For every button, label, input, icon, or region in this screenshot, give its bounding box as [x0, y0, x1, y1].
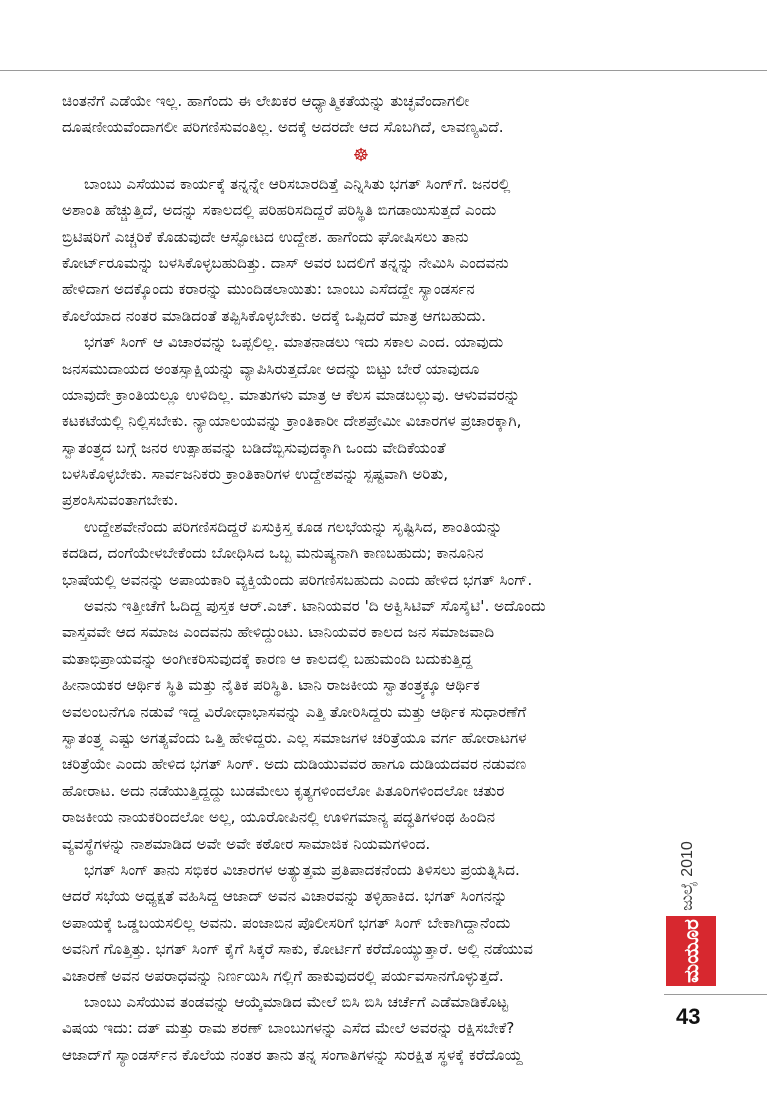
- text-line: ಹೀನಾಯಕರ ಆರ್ಥಿಕ ಸ್ಥಿತಿ ಮತ್ತು ನೈತಿಕ ಪರಿಸ್ಥಿತಿ. ಟಾನಿ ರಾಜಕೀಯ ಸ್ವಾತಂತ್ರ್ಯಕ್ಕೂ ಆರ್ಥಿಕ: [62, 676, 480, 695]
- text-line: ಬ್ರಿಟಿಷರಿಗೆ ಎಚ್ಚರಿಕೆ ಕೊಡುವುದೇ ಆಸ್ಫೋಟದ ಉದ್ದೇಶ. ಹಾಗೆಂದು ಘೋಷಿಸಲು ತಾನು: [62, 227, 469, 246]
- text-line: ಪ್ರಶಂಸಿಸುವಂತಾಗಬೇಕು.: [62, 491, 179, 510]
- article-body: [62, 88, 660, 1068]
- text-line: ವಾಸ್ತವವೇ ಆದ ಸಮಾಜ ಎಂದವನು ಹೇಳಿದ್ದುಂಟು. ಟಾನಿಯವರ ಕಾಲದ ಜನ ಸಮಾಜವಾದಿ: [62, 623, 495, 642]
- text-line: ಭಾಷೆಯಲ್ಲಿ ಅವನನ್ನು ಅಪಾಯಕಾರಿ ವ್ಯಕ್ತಿಯೆಂದು ಪರಿಗಣಿಸಬಹುದು ಎಂದು ಹೇಳಿದ ಭಗತ್ ಸಿಂಗ್.: [62, 570, 533, 589]
- text-line: ಕೋರ್ಟ್‌ರೂಮನ್ನು ಬಳಸಿಕೊಳ್ಳಬಹುದಿತ್ತು. ದಾಸ್ ಅವರ ಬದಲಿಗೆ ತನ್ನನ್ನು ನೇಮಿಸಿ ಎಂದವನು: [62, 253, 509, 272]
- text-line: ಅವನು ಇತ್ತೀಚೆಗೆ ಓದಿದ್ದ ಪುಸ್ತಕ ಆರ್.ಎಚ್. ಟಾನಿಯವರ 'ದಿ ಅಕ್ವಿಸಿಟಿವ್ ಸೊಸೈಟಿ'. ಅದೊಂದು: [84, 597, 546, 616]
- magazine-logo-text: ಮಯೂರ: [679, 919, 703, 983]
- magazine-logo: [666, 916, 716, 986]
- text-line: ಕಟಕಟೆಯಲ್ಲಿ ನಿಲ್ಲಿಸಬೇಕು. ನ್ಯಾಯಾಲಯವನ್ನು ಕ್ರಾಂತಿಕಾರೀ ದೇಶಪ್ರೇಮೀ ವಿಚಾರಗಳ ಪ್ರಚಾರಕ್ಕಾಗಿ,: [62, 412, 522, 431]
- text-line: ಹೋರಾಟ. ಅದು ನಡೆಯುತ್ತಿದ್ದದ್ದು ಬುಡಮೇಲು ಕೃತ್ಯಗಳಿಂದಲೋ ಪಿತೂರಿಗಳಿಂದಲೋ ಚತುರ: [62, 781, 505, 800]
- text-line: ಸ್ವಾತಂತ್ರ್ಯ ಎಷ್ಟು ಅಗತ್ಯವೆಂದು ಒತ್ತಿ ಹೇಳಿದ್ದರು. ಎಲ್ಲ ಸಮಾಜಗಳ ಚರಿತ್ರೆಯೂ ವರ್ಗ ಹೋರಾಟಗಳ: [62, 728, 527, 747]
- text-line: ಬಳಸಿಕೊಳ್ಳಬೇಕು. ಸಾರ್ವಜನಿಕರು ಕ್ರಾಂತಿಕಾರಿಗಳ ಉದ್ದೇಶವನ್ನು ಸ್ಪಷ್ಟವಾಗಿ ಅರಿತು,: [62, 465, 449, 484]
- text-line: ವಿಚಾರಣೆ ಅವನ ಅಪರಾಧವನ್ನು ನಿರ್ಣಯಿಸಿ ಗಲ್ಲಿಗೆ ಹಾಕುವುದರಲ್ಲಿ ಪರ್ಯವಸಾನಗೊಳ್ಳುತ್ತದೆ.: [62, 966, 504, 985]
- page-number-rule: [664, 994, 767, 995]
- text-line: ಕದಡಿದ, ದಂಗೆಯೇಳಬೇಕೆಂದು ಬೋಧಿಸಿದ ಒಬ್ಬ ಮನುಷ್ಯನಾಗಿ ಕಾಣಬಹುದು; ಕಾನೂನಿನ: [62, 544, 484, 563]
- text-line: ಚರಿತ್ರೆಯೇ ಎಂದು ಹೇಳಿದ ಭಗತ್ ಸಿಂಗ್. ಅದು ದುಡಿಯುವವರ ಹಾಗೂ ದುಡಿಯದವರ ನಡುವಣ: [62, 755, 527, 774]
- text-line: ಹೇಳಿದಾಗ ಅದಕ್ಕೊಂದು ಕರಾರನ್ನು ಮುಂದಿಡಲಾಯಿತು: ಬಾಂಬು ಎಸೆದದ್ದೇ ಸ್ಯಾಂಡರ್ಸನ: [62, 280, 475, 299]
- text-line: ದೂಷಣೀಯವೆಂದಾಗಲೀ ಪರಿಗಣಿಸುವಂತಿಲ್ಲ. ಅದಕ್ಕೆ ಅದರದೇ ಆದ ಸೊಬಗಿದೆ, ಲಾವಣ್ಯವಿದೆ.: [62, 118, 504, 137]
- text-line: ಅಶಾಂತಿ ಹೆಚ್ಚುತ್ತಿದೆ, ಅದನ್ನು ಸಕಾಲದಲ್ಲಿ ಪರಿಹರಿಸದಿದ್ದರೆ ಪರಿಸ್ಥಿತಿ ಬಿಗಡಾಯಿಸುತ್ತದೆ ಎಂದು: [62, 201, 497, 220]
- text-line: ಚಿಂತನೆಗೆ ಎಡೆಯೇ ಇಲ್ಲ. ಹಾಗೆಂದು ಈ ಲೇಖಕರ ಆಧ್ಯಾತ್ಮಿಕತೆಯನ್ನು ತುಚ್ಛವೆಂದಾಗಲೀ: [62, 92, 470, 110]
- text-line: ಮತಾಭಿಪ್ರಾಯವನ್ನು ಅಂಗೀಕರಿಸುವುದಕ್ಕೆ ಕಾರಣ ಆ ಕಾಲದಲ್ಲಿ ಬಹುಮಂದಿ ಬದುಕುತ್ತಿದ್ದ: [62, 649, 473, 668]
- text-line: ಉದ್ದೇಶವೇನೆಂದು ಪರಿಗಣಿಸದಿದ್ದರೆ ಏಸುಕ್ರಿಸ್ತ ಕೂಡ ಗಲಭೆಯನ್ನು ಸೃಷ್ಟಿಸಿದ, ಶಾಂತಿಯನ್ನು: [84, 517, 503, 536]
- paragraph: [62, 329, 660, 514]
- text-line: ಸ್ವಾತಂತ್ರ್ಯದ ಬಗ್ಗೆ ಜನರ ಉತ್ಸಾಹವನ್ನು ಬಡಿದೆಬ್ಬಿಸುವುದಕ್ಕಾಗಿ ಒಂದು ವೇದಿಕೆಯಂತೆ: [62, 438, 446, 457]
- text-line: ಭಗತ್ ಸಿಂಗ್ ಆ ವಿಚಾರವನ್ನು ಒಪ್ಪಲಿಲ್ಲ. ಮಾತನಾಡಲು ಇದು ಸಕಾಲ ಎಂದ. ಯಾವುದು: [84, 333, 504, 352]
- text-line: ಅಪಾಯಕ್ಕೆ ಒಡ್ಡಬಯಸಲಿಲ್ಲ ಅವನು. ಪಂಜಾಬಿನ ಪೊಲೀಸರಿಗೆ ಭಗತ್ ಸಿಂಗ್ ಬೇಕಾಗಿದ್ದಾನೆಂದು: [62, 913, 511, 932]
- issue-date-text: ಜುಲೈ 2010: [679, 841, 696, 911]
- text-line: ಅವನಿಗೆ ಗೊತ್ತಿತ್ತು. ಭಗತ್ ಸಿಂಗ್ ಕೈಗೆ ಸಿಕ್ಕರೆ ಸಾಕು, ಕೋರ್ಟಿಗೆ ಕರೆದೊಯ್ಯುತ್ತಾರೆ. ಅಲ್ಲಿ ನಡೆಯುವ: [62, 940, 533, 959]
- page-number: 43: [676, 1004, 701, 1029]
- top-rule: [0, 70, 767, 71]
- text-line: ಆಜಾದ್‌ಗೆ ಸ್ಯಾಂಡರ್ಸ್‌ನ ಕೊಲೆಯ ನಂತರ ತಾನು ತನ್ನ ಸಂಗಾತಿಗಳನ್ನು ಸುರಕ್ಷಿತ ಸ್ಥಳಕ್ಕೆ ಕರೆದೊಯ್ದ: [62, 1045, 523, 1064]
- text-line: ಬಾಂಬು ಎಸೆಯುವ ಕಾರ್ಯಕ್ಕೆ ತನ್ನನ್ನೇ ಆರಿಸಬಾರದಿತ್ತೆ ಎನ್ನಿಸಿತು ಭಗತ್ ಸಿಂಗ್‌ಗೆ. ಜನರಲ್ಲಿ: [84, 174, 511, 193]
- text-line: ಬಾಂಬು ಎಸೆಯುವ ತಂಡವನ್ನು ಆಯ್ಕೆಮಾಡಿದ ಮೇಲೆ ಬಿಸಿ ಬಿಸಿ ಚರ್ಚೆಗೆ ಎಡೆಮಾಡಿಕೊಟ್ಟ: [84, 992, 509, 1011]
- paragraph: [62, 514, 660, 593]
- text-line: ಭಗತ್ ಸಿಂಗ್ ತಾನು ಸಭಿಕರ ವಿಚಾರಗಳ ಅತ್ಯುತ್ತಮ ಪ್ರತಿಪಾದಕನೆಂದು ತಿಳಿಸಲು ಪ್ರಯತ್ನಿಸಿದ.: [84, 860, 520, 879]
- text-line: ಯಾವುದೇ ಕ್ರಾಂತಿಯಲ್ಲೂ ಉಳಿದಿಲ್ಲ. ಮಾತುಗಳು ಮಾತ್ರ ಆ ಕೆಲಸ ಮಾಡಬಲ್ಲುವು. ಆಳುವವರನ್ನು: [62, 385, 521, 404]
- text-line: ರಾಜಕೀಯ ನಾಯಕರಿಂದಲೋ ಅಲ್ಲ, ಯೂರೋಪಿನಲ್ಲಿ ಊಳಿಗಮಾನ್ಯ ಪದ್ಧತಿಗಳಂಥ ಹಿಂದಿನ: [62, 808, 496, 827]
- text-line: ಜನಸಮುದಾಯದ ಅಂತಸ್ಸಾಕ್ಷಿಯನ್ನು ವ್ಯಾಪಿಸಿರುತ್ತದೋ ಅದನ್ನು ಬಿಟ್ಟು ಬೇರೆ ಯಾವುದೂ: [62, 359, 480, 378]
- paragraph: [62, 857, 660, 989]
- section-ornament-icon: ☸: [352, 144, 370, 166]
- text-line: ವ್ಯವಸ್ಥೆಗಳನ್ನು ನಾಶಮಾಡಿದ ಅವೇ ಅವೇ ಕಠೋರ ಸಾಮಾಜಿಕ ನಿಯಮಗಳಿಂದ.: [62, 834, 431, 853]
- text-line: ಆದರೆ ಸಭೆಯ ಅಧ್ಯಕ್ಷತೆ ವಹಿಸಿದ್ದ ಆಜಾದ್ ಅವನ ವಿಚಾರವನ್ನು ತಳ್ಳಿಹಾಕಿದ. ಭಗತ್ ಸಿಂಗನನ್ನು: [62, 887, 508, 906]
- paragraph: [62, 171, 660, 329]
- paragraph: [62, 88, 660, 141]
- text-line: ಕೊಲೆಯಾದ ನಂತರ ಮಾಡಿದಂತೆ ತಪ್ಪಿಸಿಕೊಳ್ಳಬೇಕು. ಅದಕ್ಕೆ ಒಪ್ಪಿದರೆ ಮಾತ್ರ ಆಗಬಹುದು.: [62, 306, 486, 325]
- paragraph: [62, 593, 660, 857]
- paragraph: [62, 989, 660, 1068]
- text-line: ಅವಲಂಬನೆಗೂ ನಡುವೆ ಇದ್ದ ವಿರೋಧಾಭಾಸವನ್ನು ಎತ್ತಿ ತೋರಿಸಿದ್ದರು ಮತ್ತು ಆರ್ಥಿಕ ಸುಧಾರಣೆಗೆ: [62, 702, 527, 721]
- text-line: ವಿಷಯ ಇದು: ದತ್ ಮತ್ತು ರಾಮ ಶರಣ್ ಬಾಂಬುಗಳನ್ನು ಎಸೆದ ಮೇಲೆ ಅವರನ್ನು ರಕ್ಷಿಸಬೇಕೆ?: [62, 1019, 515, 1038]
